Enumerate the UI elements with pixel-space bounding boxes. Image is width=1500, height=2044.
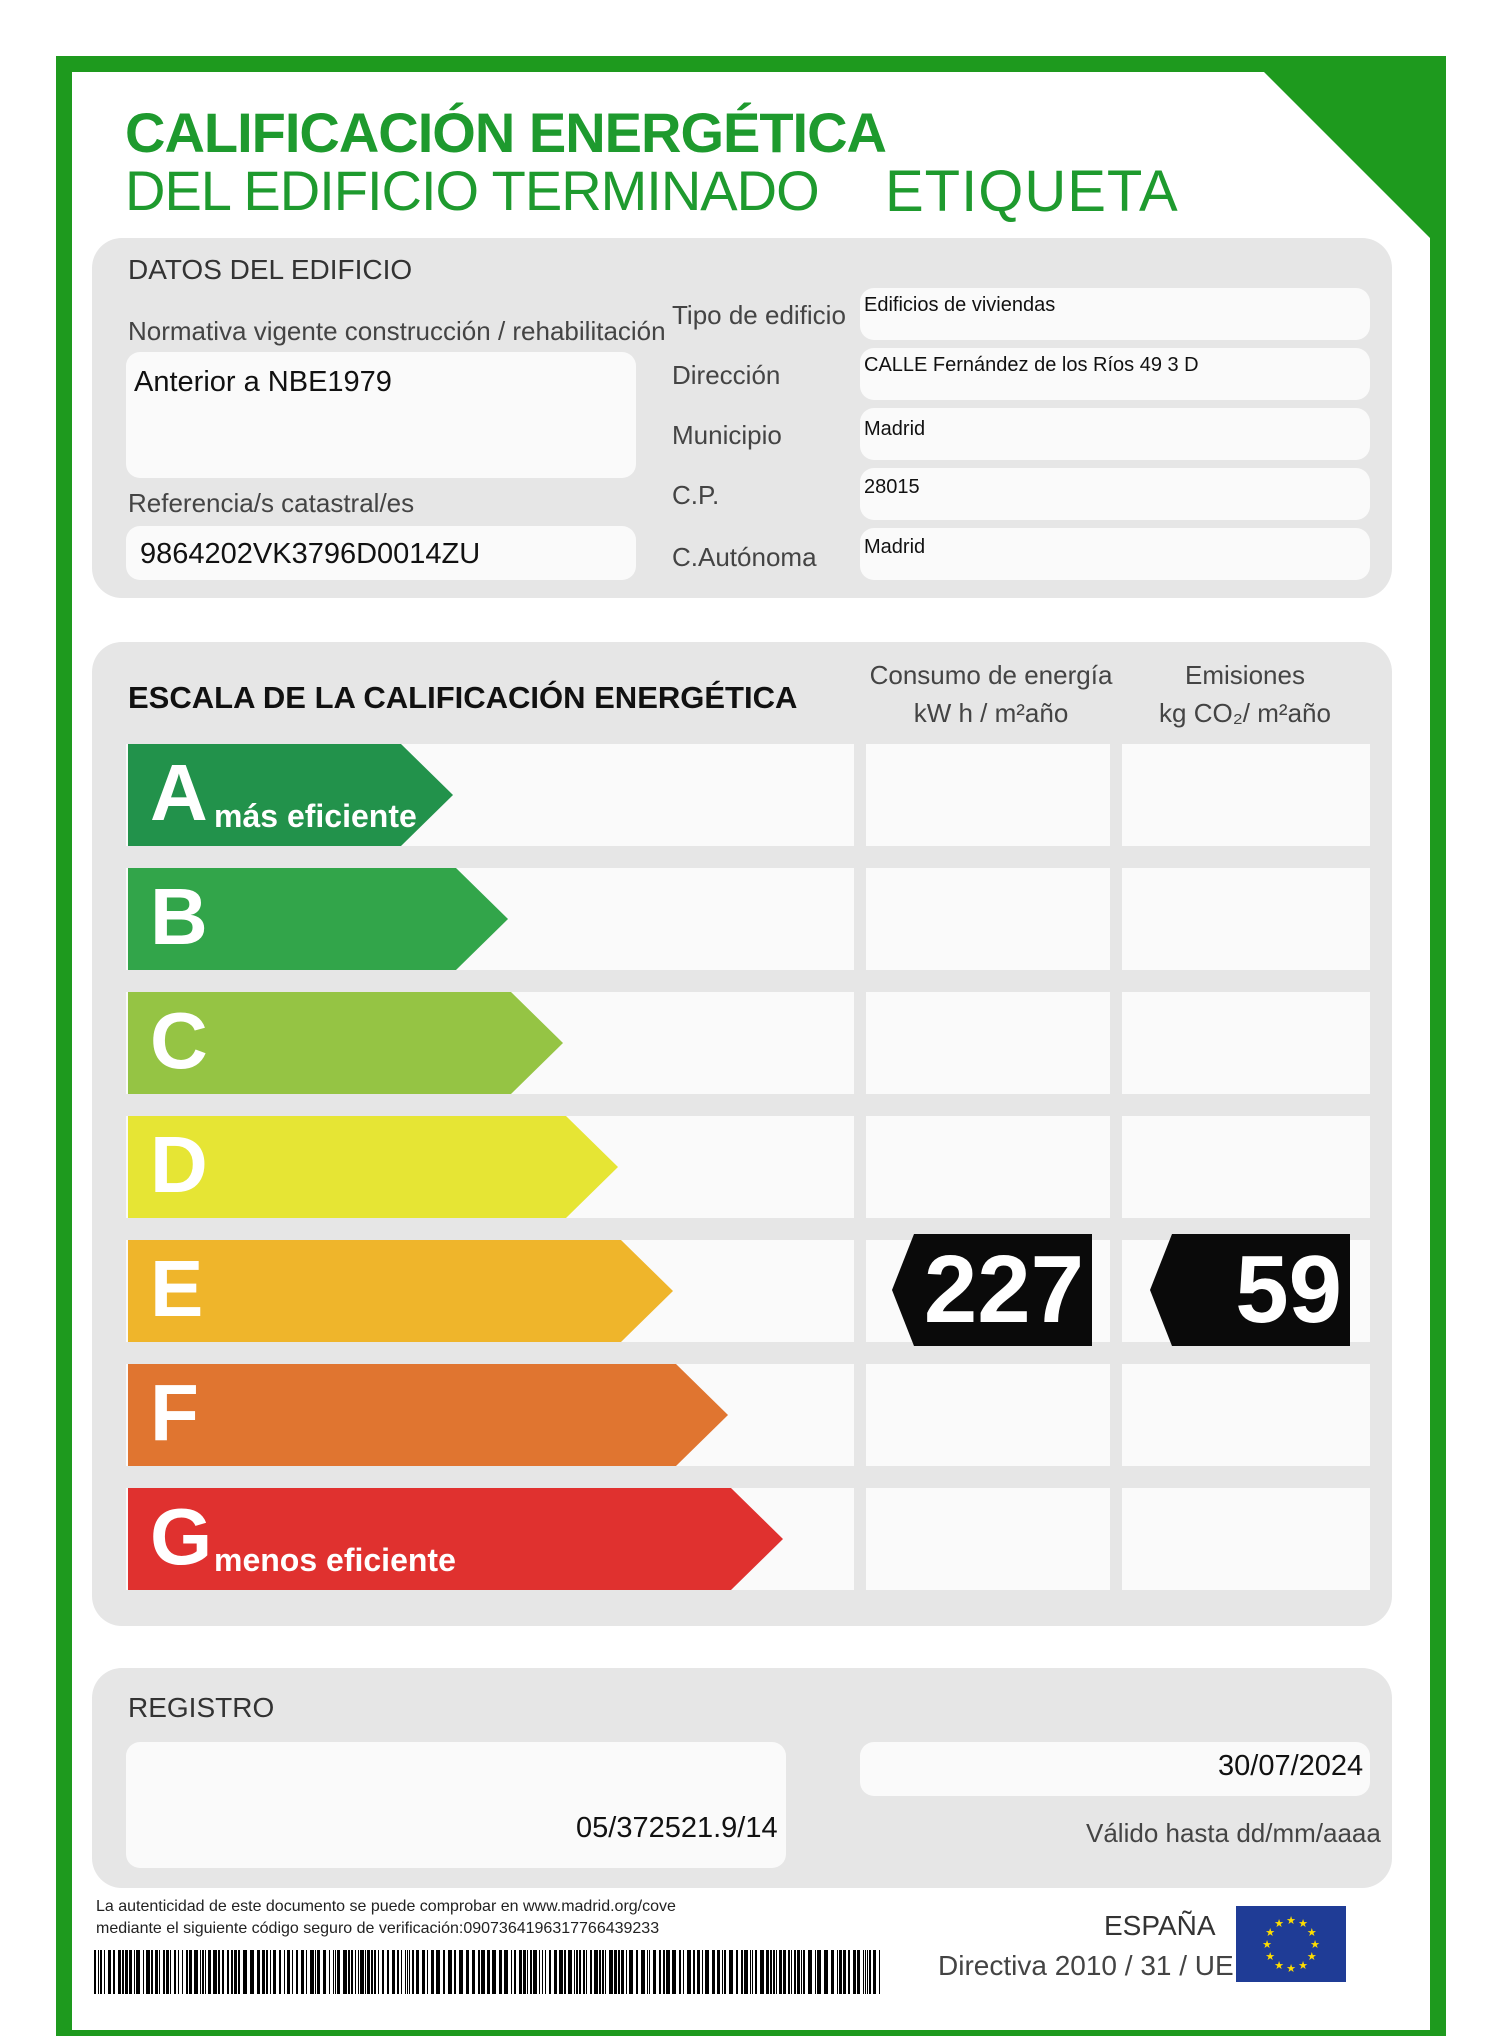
field-label-tipo: Tipo de edificio <box>672 300 846 330</box>
registry-title: REGISTRO <box>128 1692 275 1723</box>
title-line1: CALIFICACIÓN ENERGÉTICA <box>125 101 886 164</box>
field-value-direccion: CALLE Fernández de los Ríos 49 3 D <box>864 354 1199 376</box>
class-letter-c: C <box>150 996 208 1085</box>
class-letter-d: D <box>150 1120 208 1209</box>
field-label-cp: C.P. <box>672 480 720 510</box>
emissions-cell-f <box>1122 1364 1370 1466</box>
field-label-municipio: Municipio <box>672 420 782 450</box>
svg-text:★: ★ <box>1265 1926 1276 1939</box>
directive-label: Directiva 2010 / 31 / UE <box>938 1950 1234 1981</box>
class-arrow-e <box>128 1240 673 1342</box>
consumption-cell-d <box>866 1116 1110 1218</box>
valid-date: 30/07/2024 <box>1218 1750 1364 1782</box>
svg-text:★: ★ <box>1265 1950 1276 1963</box>
emissions-cell-b <box>1122 868 1370 970</box>
emissions-cell-d <box>1122 1116 1370 1218</box>
norm-label: Normativa vigente construcción / rehabilitación <box>128 316 666 346</box>
svg-text:★: ★ <box>1298 1958 1308 1972</box>
class-letter-a: A <box>150 748 208 837</box>
norm-value: Anterior a NBE1979 <box>134 366 392 398</box>
svg-text:★: ★ <box>1310 1938 1320 1951</box>
registry-number: 05/372521.9/14 <box>576 1812 778 1844</box>
scale-title: ESCALA DE LA CALIFICACIÓN ENERGÉTICA <box>128 680 798 715</box>
svg-text:★: ★ <box>1306 1950 1317 1963</box>
country-label: ESPAÑA <box>1104 1910 1216 1941</box>
field-label-autonoma: C.Autónoma <box>672 542 817 572</box>
consumption-cell-g <box>866 1488 1110 1590</box>
tag-etiqueta: ETIQUETA <box>885 159 1179 224</box>
field-value-cp: 28015 <box>864 476 920 498</box>
class-letter-e: E <box>150 1244 204 1333</box>
col-emissions-unit: kg CO₂/ m²año <box>1159 698 1331 728</box>
consumption-cell-f <box>866 1364 1110 1466</box>
valid-label: Válido hasta dd/mm/aaaa <box>1086 1818 1381 1848</box>
class-sub-g: menos eficiente <box>214 1542 456 1578</box>
svg-text:★: ★ <box>1286 1962 1296 1975</box>
registry-number-box <box>126 1742 786 1868</box>
field-label-direccion: Dirección <box>672 360 781 390</box>
svg-text:★: ★ <box>1286 1914 1296 1927</box>
class-letter-f: F <box>150 1368 199 1457</box>
cadastral-label: Referencia/s catastral/es <box>128 488 415 518</box>
field-value-municipio: Madrid <box>864 418 926 440</box>
field-box-cp <box>860 468 1370 520</box>
svg-text:★: ★ <box>1306 1926 1317 1939</box>
field-value-autonoma: Madrid <box>864 536 926 558</box>
class-sub-a: más eficiente <box>214 798 417 834</box>
building-section-title: DATOS DEL EDIFICIO <box>128 254 413 285</box>
emissions-value: 59 <box>1235 1236 1342 1343</box>
svg-text:★: ★ <box>1262 1938 1272 1951</box>
class-letter-g: G <box>150 1492 213 1581</box>
field-value-tipo: Edificios de viviendas <box>864 294 1056 316</box>
field-box-municipio <box>860 408 1370 460</box>
emissions-cell-c <box>1122 992 1370 1094</box>
consumption-cell-a <box>866 744 1110 846</box>
auth-line1: La autenticidad de este documento se puede comprobar en www.madrid.org/cove <box>96 1898 676 1915</box>
col-consumption-unit: kW h / m²año <box>913 698 1069 728</box>
auth-line2: mediante el siguiente código seguro de verificación:0907364196317766439233 <box>96 1920 660 1937</box>
consumption-value: 227 <box>923 1236 1084 1343</box>
svg-text:★: ★ <box>1274 1958 1284 1972</box>
emissions-cell-g <box>1122 1488 1370 1590</box>
eu-flag-icon <box>1236 1906 1346 1982</box>
field-box-autonoma <box>860 528 1370 580</box>
class-arrow-f <box>128 1364 728 1466</box>
corner-triangle <box>1264 72 1434 242</box>
consumption-cell-c <box>866 992 1110 1094</box>
title-line2: DEL EDIFICIO TERMINADO <box>125 159 819 222</box>
class-letter-b: B <box>150 872 208 961</box>
cadastral-value: 9864202VK3796D0014ZU <box>140 538 481 570</box>
col-emissions-title: Emisiones <box>1185 660 1305 690</box>
barcode <box>94 1950 884 1994</box>
svg-text:★: ★ <box>1274 1917 1284 1931</box>
svg-text:★: ★ <box>1298 1917 1308 1931</box>
emissions-cell-a <box>1122 744 1370 846</box>
col-consumption-title: Consumo de energía <box>869 660 1113 690</box>
consumption-cell-b <box>866 868 1110 970</box>
